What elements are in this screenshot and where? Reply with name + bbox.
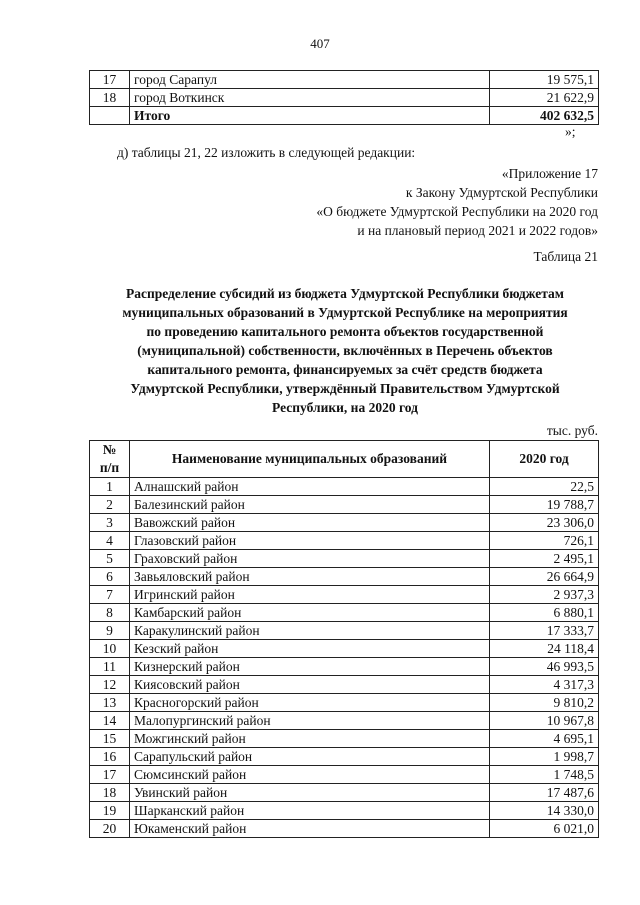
row-number: 18 bbox=[90, 784, 130, 802]
table-row bbox=[90, 802, 599, 820]
row-value: 46 993,5 bbox=[490, 658, 599, 676]
row-value: 26 664,9 bbox=[490, 568, 599, 586]
row-number: 1 bbox=[90, 478, 130, 496]
table-row bbox=[90, 71, 599, 89]
table-row bbox=[90, 640, 599, 658]
title-line: Республики, на 2020 год bbox=[272, 400, 418, 415]
row-value: 10 967,8 bbox=[490, 712, 599, 730]
row-value: 24 118,4 bbox=[490, 640, 599, 658]
title-line: Удмуртской Республики, утверждённый Правительством Удмуртской bbox=[130, 381, 560, 396]
row-value: 2 937,3 bbox=[490, 586, 599, 604]
appendix-header bbox=[316, 164, 598, 240]
table-row bbox=[90, 586, 599, 604]
table-row bbox=[90, 550, 599, 568]
row-name: Сюмсинский район bbox=[130, 766, 490, 784]
document-title bbox=[70, 284, 620, 417]
row-number: 10 bbox=[90, 640, 130, 658]
table-row bbox=[90, 514, 599, 532]
table-row bbox=[90, 694, 599, 712]
row-value: 4 695,1 bbox=[490, 730, 599, 748]
row-name: город Сарапул bbox=[130, 71, 490, 89]
header-name: Наименование муниципальных образований bbox=[130, 441, 490, 478]
row-number: 20 bbox=[90, 820, 130, 838]
row-value: 21 622,9 bbox=[490, 89, 599, 107]
row-name: Игринский район bbox=[130, 586, 490, 604]
row-name: Шарканский район bbox=[130, 802, 490, 820]
row-name: Малопургинский район bbox=[130, 712, 490, 730]
row-value: 4 317,3 bbox=[490, 676, 599, 694]
table-row bbox=[90, 496, 599, 514]
row-name: Камбарский район bbox=[130, 604, 490, 622]
row-number: 14 bbox=[90, 712, 130, 730]
table-row bbox=[90, 658, 599, 676]
row-value: 17 487,6 bbox=[490, 784, 599, 802]
row-name: Каракулинский район bbox=[130, 622, 490, 640]
header-year: 2020 год bbox=[490, 441, 599, 478]
table-row bbox=[90, 748, 599, 766]
row-name: Завьяловский район bbox=[130, 568, 490, 586]
row-value: 726,1 bbox=[490, 532, 599, 550]
title-line: по проведению капитального ремонта объектов государственной bbox=[146, 324, 544, 339]
title-line: капитального ремонта, финансируемых за счёт средств бюджета bbox=[147, 362, 543, 377]
row-name: Юкаменский район bbox=[130, 820, 490, 838]
total-value: 402 632,5 bbox=[490, 107, 599, 125]
row-number: 12 bbox=[90, 676, 130, 694]
row-value: 17 333,7 bbox=[490, 622, 599, 640]
row-name: Кезский район bbox=[130, 640, 490, 658]
row-name: Граховский район bbox=[130, 550, 490, 568]
table-row bbox=[90, 568, 599, 586]
row-name: Алнашский район bbox=[130, 478, 490, 496]
row-number: 11 bbox=[90, 658, 130, 676]
row-value: 19 575,1 bbox=[490, 71, 599, 89]
row-number: 9 bbox=[90, 622, 130, 640]
row-name: Балезинский район bbox=[130, 496, 490, 514]
table-row bbox=[90, 820, 599, 838]
appendix-line: и на плановый период 2021 и 2022 годов» bbox=[357, 223, 598, 238]
table-row bbox=[90, 712, 599, 730]
table-row bbox=[90, 766, 599, 784]
row-name: Глазовский район bbox=[130, 532, 490, 550]
row-name: Киясовский район bbox=[130, 676, 490, 694]
row-number: 2 bbox=[90, 496, 130, 514]
subsidy-table bbox=[89, 440, 599, 838]
page-number: 407 bbox=[310, 36, 330, 51]
row-number: 8 bbox=[90, 604, 130, 622]
row-name: Кизнерский район bbox=[130, 658, 490, 676]
table-row bbox=[90, 89, 599, 107]
row-value: 19 788,7 bbox=[490, 496, 599, 514]
total-empty-cell bbox=[90, 107, 130, 125]
row-number: 6 bbox=[90, 568, 130, 586]
table-row bbox=[90, 676, 599, 694]
row-value: 6 021,0 bbox=[490, 820, 599, 838]
row-value: 23 306,0 bbox=[490, 514, 599, 532]
row-value: 1 748,5 bbox=[490, 766, 599, 784]
table-body bbox=[90, 478, 599, 838]
table-row bbox=[90, 532, 599, 550]
title-line: Распределение субсидий из бюджета Удмуртской Республики бюджетам bbox=[125, 286, 565, 301]
row-name: город Воткинск bbox=[130, 89, 490, 107]
row-value: 6 880,1 bbox=[490, 604, 599, 622]
header-number-line: п/п bbox=[99, 460, 120, 475]
row-name: Можгинский район bbox=[130, 730, 490, 748]
header-number bbox=[90, 441, 130, 478]
appendix-line: к Закону Удмуртской Республики bbox=[405, 185, 598, 200]
row-number: 3 bbox=[90, 514, 130, 532]
closing-quote: »; bbox=[565, 124, 576, 139]
row-value: 9 810,2 bbox=[490, 694, 599, 712]
row-name: Увинский район bbox=[130, 784, 490, 802]
row-value: 1 998,7 bbox=[490, 748, 599, 766]
row-number: 4 bbox=[90, 532, 130, 550]
row-value: 2 495,1 bbox=[490, 550, 599, 568]
unit-label: тыс. руб. bbox=[546, 423, 598, 438]
total-row bbox=[90, 107, 599, 125]
row-number: 7 bbox=[90, 586, 130, 604]
appendix-line: «О бюджете Удмуртской Республики на 2020 год bbox=[316, 204, 598, 219]
table-header-row bbox=[90, 441, 599, 478]
instruction-text: д) таблицы 21, 22 изложить в следующей редакции: bbox=[117, 145, 416, 160]
row-name: Вавожский район bbox=[130, 514, 490, 532]
table-row bbox=[90, 604, 599, 622]
row-name: Красногорский район bbox=[130, 694, 490, 712]
row-value: 22,5 bbox=[490, 478, 599, 496]
row-value: 14 330,0 bbox=[490, 802, 599, 820]
row-number: 17 bbox=[90, 71, 130, 89]
title-line: (муниципальной) собственности, включённых в Перечень объектов bbox=[137, 343, 553, 358]
table-row bbox=[90, 730, 599, 748]
title-line: муниципальных образований в Удмуртской Республике на мероприятия bbox=[122, 305, 568, 320]
total-label: Итого bbox=[130, 107, 490, 125]
appendix-line: «Приложение 17 bbox=[501, 166, 598, 181]
row-number: 19 bbox=[90, 802, 130, 820]
row-name: Сарапульский район bbox=[130, 748, 490, 766]
table-label: Таблица 21 bbox=[533, 249, 598, 264]
row-number: 18 bbox=[90, 89, 130, 107]
row-number: 15 bbox=[90, 730, 130, 748]
row-number: 13 bbox=[90, 694, 130, 712]
table-row bbox=[90, 784, 599, 802]
top-table bbox=[89, 70, 599, 125]
row-number: 5 bbox=[90, 550, 130, 568]
row-number: 16 bbox=[90, 748, 130, 766]
header-number-line: № bbox=[102, 442, 117, 457]
row-number: 17 bbox=[90, 766, 130, 784]
table-row bbox=[90, 478, 599, 496]
table-row bbox=[90, 622, 599, 640]
